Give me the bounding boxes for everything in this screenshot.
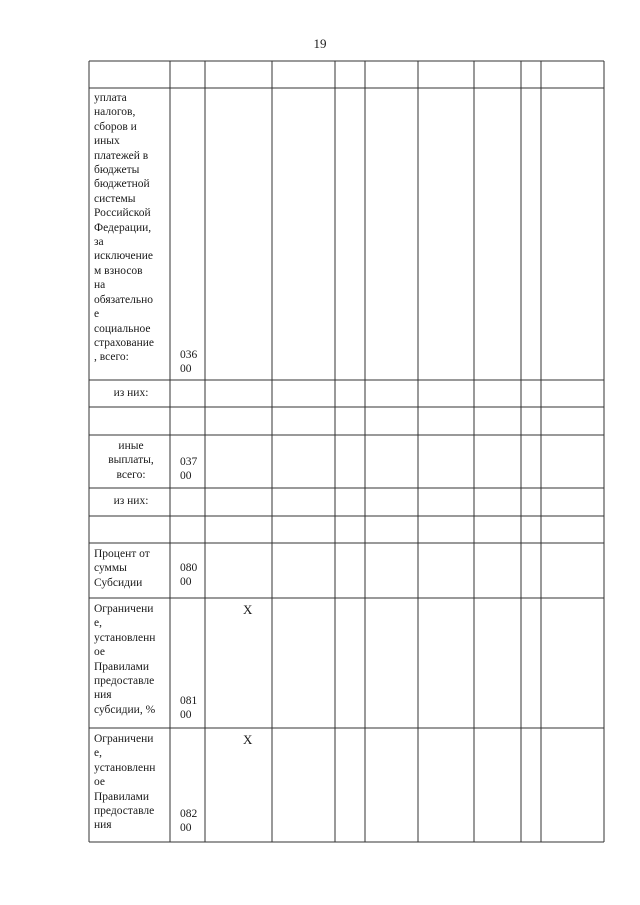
row-label-ogranichenie-2: Ограничени е, установленн ое Правилами предоставле ния [94, 733, 156, 832]
row-code-08100: 081 00 [180, 695, 198, 722]
row-mark-x-2: X [243, 732, 253, 747]
row-label-ogranichenie-1: Ограничени е, установленн ое Правилами предоставле ния субсидии, % [94, 603, 156, 716]
row-label-procent-subsidii: Процент от суммы Субсидии [94, 548, 150, 589]
row-code-03700: 037 00 [180, 456, 198, 483]
page-number: 19 [313, 36, 327, 51]
row-code-08200: 082 00 [180, 808, 198, 835]
row-code-08000: 080 00 [180, 562, 198, 589]
row-label-iz-nih-1: из них: [113, 387, 149, 399]
row-label-uplata-nalogov: уплата налогов, сборов и иных платежей в бюджеты бюджетной системы Российской Федерации, за исключение м взносов на обязательно е социальное страхование , всего: [94, 92, 154, 364]
row-mark-x-1: X [243, 602, 253, 617]
row-label-inye-vyplaty: иные выплаты, всего: [108, 440, 154, 481]
row-label-iz-nih-2: из них: [113, 495, 149, 507]
row-code-03600: 036 00 [180, 349, 198, 376]
